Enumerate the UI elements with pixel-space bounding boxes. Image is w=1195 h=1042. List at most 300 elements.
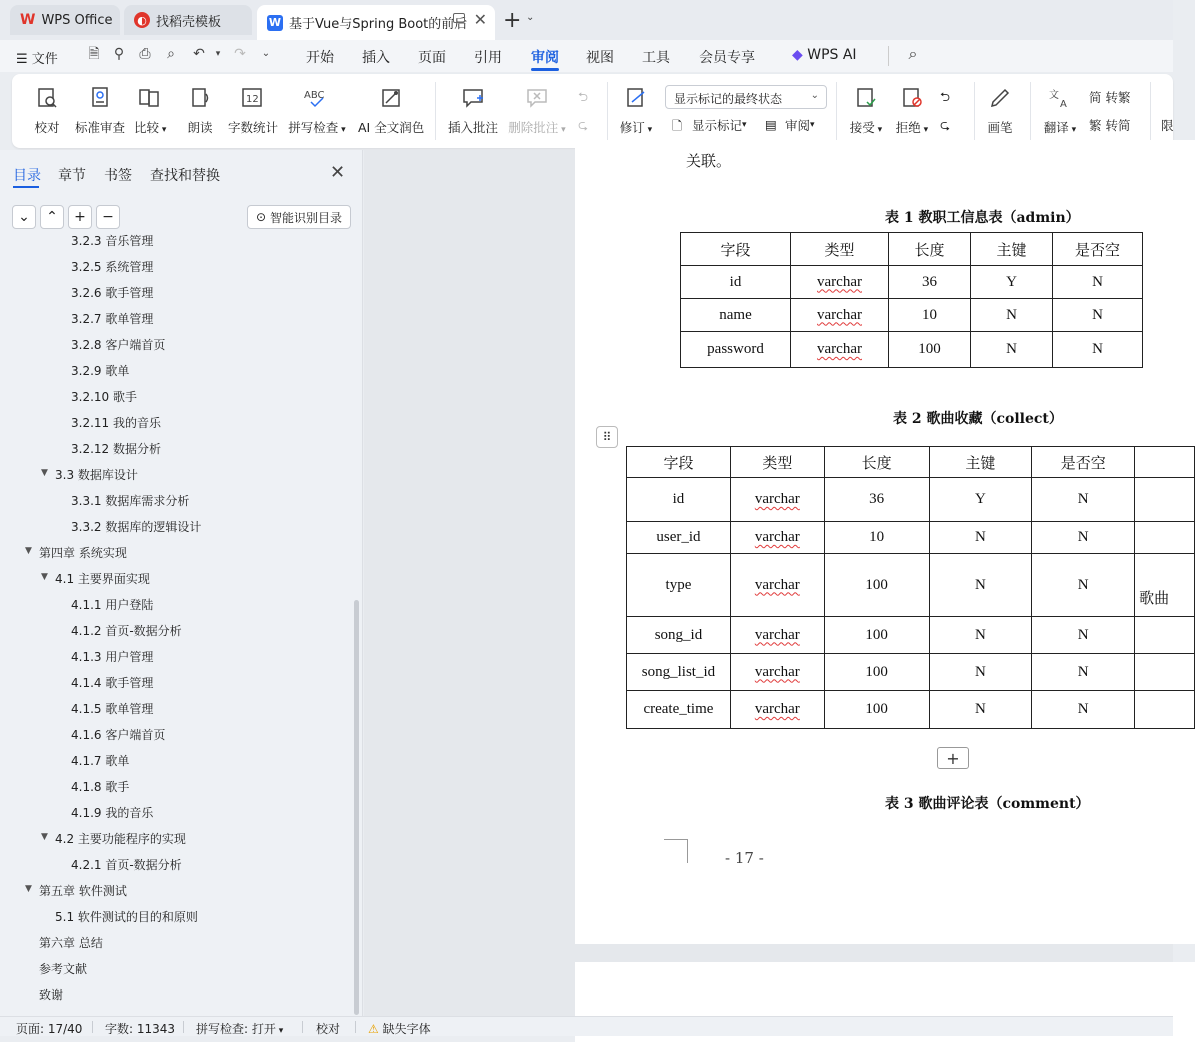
wps-logo-icon: W — [20, 12, 36, 28]
plus-icon: + — [74, 209, 86, 225]
cell-text: N — [1006, 341, 1017, 357]
review-pane-label: 审阅 — [785, 118, 811, 133]
table3-caption: 表 3 歌曲评论表（comment） — [885, 796, 1090, 812]
table-cell[interactable] — [627, 654, 731, 691]
table-row — [681, 266, 1143, 299]
table-cell[interactable] — [1135, 522, 1195, 554]
ai-polish-button[interactable] — [358, 84, 424, 136]
toc-item[interactable]: 3.2.12 数据分析 — [71, 442, 161, 456]
close-icon[interactable]: ✕ — [330, 162, 346, 183]
pen-button[interactable] — [986, 84, 1014, 136]
table-cell[interactable] — [929, 617, 1032, 654]
cell-text: N — [1092, 273, 1103, 290]
table-cell[interactable] — [730, 691, 824, 729]
scrollbar-thumb[interactable] — [354, 600, 359, 1015]
show-markup-label: 显示标记 — [692, 118, 743, 133]
table1-caption: 表 1 教职工信息表（admin） — [885, 210, 1080, 226]
table-cell[interactable] — [1053, 266, 1143, 299]
standard-review-icon — [86, 84, 114, 112]
toc-item[interactable]: 3.2.11 我的音乐 — [71, 416, 161, 430]
table-cell[interactable] — [824, 554, 929, 617]
tab-toc[interactable]: 目录 — [13, 168, 41, 184]
table-cell[interactable] — [730, 654, 824, 691]
menu-page[interactable]: 页面 — [418, 50, 446, 66]
tab-wps-office[interactable] — [10, 5, 120, 35]
toc-item[interactable]: 3.2.3 音乐管理 — [71, 234, 154, 248]
to-traditional-button[interactable]: 简 转繁 — [1089, 90, 1131, 105]
revise-label: 修订 — [619, 120, 645, 135]
table-cell[interactable] — [1032, 522, 1135, 554]
cell-text: varchar — [754, 491, 800, 507]
compare-icon — [135, 84, 163, 112]
spell-check-status[interactable] — [196, 1020, 283, 1037]
table-admin[interactable] — [680, 232, 1143, 368]
status-bar — [0, 1016, 1173, 1036]
table-row — [627, 617, 1195, 654]
tab-chapters[interactable]: 章节 — [58, 168, 86, 184]
header-cell[interactable]: 是否空 — [1053, 233, 1143, 266]
remove-heading-button[interactable] — [96, 205, 120, 229]
translate-label: 翻译 — [1043, 120, 1069, 135]
compare-label: 比较 — [134, 120, 160, 135]
table-cell[interactable] — [971, 266, 1053, 299]
table-cell[interactable] — [824, 691, 929, 729]
screen-icon[interactable] — [453, 13, 465, 23]
undo-icon[interactable]: ↶ — [193, 46, 205, 62]
table-cell[interactable] — [730, 478, 824, 522]
next-change-icon[interactable]: ⮎ — [940, 117, 951, 132]
cell-text: 10 — [922, 306, 937, 323]
cell-text: N — [975, 701, 986, 717]
chevron-down-icon: ⌄ — [810, 90, 819, 101]
table-cell[interactable] — [1032, 554, 1135, 617]
toc-item[interactable]: 3.3.1 数据库需求分析 — [71, 494, 190, 508]
table-cell[interactable] — [929, 654, 1032, 691]
table-cell[interactable] — [627, 691, 731, 729]
ribbon-divider — [974, 82, 975, 140]
cell-text: N — [975, 626, 986, 643]
table-cell[interactable] — [1053, 332, 1143, 368]
cell-text: 100 — [865, 626, 888, 643]
table-cell[interactable] — [1135, 617, 1195, 654]
active-tab-indicator — [531, 68, 559, 71]
header-cell[interactable]: 类型 — [730, 447, 824, 478]
toc-item[interactable]: 第五章 软件测试 — [39, 884, 127, 898]
markup-state-select[interactable] — [665, 85, 827, 109]
chevron-down-icon: ▾ — [874, 125, 883, 135]
plus-icon: + — [946, 748, 960, 768]
crop-mark — [664, 839, 688, 863]
search-icon[interactable]: ⌕ — [908, 44, 918, 63]
translate-icon — [1046, 84, 1074, 112]
collapse-caret-icon[interactable]: ▼ — [25, 546, 32, 556]
redo-icon[interactable]: ↷ — [234, 46, 246, 62]
cell-text: N — [1077, 663, 1089, 680]
cell-text: N — [1092, 306, 1103, 323]
toc-item[interactable]: 4.1.8 歌手 — [71, 780, 130, 794]
toc-item[interactable]: 4.1.2 首页-数据分析 — [71, 624, 182, 638]
spell-check-button[interactable] — [288, 84, 346, 136]
cell-text: name — [719, 306, 752, 323]
delete-comment-button[interactable] — [508, 84, 566, 136]
chevron-down-icon: ▾ — [644, 125, 653, 135]
cell-text: N — [1077, 626, 1089, 643]
toc-item[interactable]: 3.2.6 歌手管理 — [71, 286, 154, 300]
table-move-handle-icon[interactable]: ⠿ — [596, 426, 618, 448]
accept-icon — [852, 84, 880, 112]
close-icon[interactable]: ✕ — [473, 10, 487, 29]
toc-item[interactable]: 3.2.8 客户端首页 — [71, 338, 166, 352]
table-cell[interactable] — [627, 554, 731, 617]
toc-item[interactable]: 4.1.6 客户端首页 — [71, 728, 166, 742]
cell-text: 100 — [865, 701, 888, 717]
svg-text:12: 12 — [246, 94, 259, 105]
menu-membership[interactable]: 会员专享 — [699, 50, 755, 66]
pen-label: 画笔 — [987, 120, 1013, 135]
cell-text: N — [1077, 576, 1089, 593]
add-row-button[interactable] — [937, 747, 969, 769]
toc-item[interactable]: 3.2.10 歌手 — [71, 390, 137, 404]
table-cell[interactable] — [889, 332, 971, 368]
menu-review[interactable]: 审阅 — [531, 50, 559, 66]
translate-button[interactable] — [1042, 84, 1078, 136]
table-cell[interactable] — [824, 617, 929, 654]
restrict-editing-button[interactable]: 限 — [1161, 118, 1174, 133]
ribbon-divider — [1030, 82, 1031, 140]
chevron-down-icon: ▾ — [810, 120, 815, 130]
tab-label: 基于Vue与Spring Boot的前后 — [289, 17, 468, 32]
cell-text: N — [975, 576, 986, 593]
cell-text: 100 — [865, 663, 888, 680]
missing-font-status[interactable] — [368, 1020, 431, 1037]
page-number: - 17 - — [725, 849, 764, 867]
file-menu-label: 文件 — [31, 52, 58, 67]
header-cell[interactable]: 类型 — [791, 233, 889, 266]
cell-text: create_time — [643, 701, 714, 717]
menu-tools[interactable]: 工具 — [642, 50, 670, 66]
cell-text: varchar — [754, 529, 800, 545]
table-row — [627, 522, 1195, 554]
tab-docer-templates[interactable] — [124, 5, 252, 35]
reject-label: 拒绝 — [895, 120, 921, 135]
accept-button[interactable] — [848, 84, 884, 136]
word-count-button[interactable] — [228, 84, 279, 136]
menu-view[interactable]: 视图 — [586, 50, 614, 66]
table-cell[interactable] — [681, 266, 791, 299]
toc-item[interactable]: 3.3.2 数据库的逻辑设计 — [71, 520, 202, 534]
table-cell[interactable] — [627, 522, 731, 554]
table-cell[interactable] — [929, 522, 1032, 554]
cell-text: N — [1006, 306, 1017, 323]
cell-text: varchar — [817, 341, 862, 357]
proofread-icon — [33, 84, 61, 112]
ai-polish-icon — [377, 84, 405, 112]
chevron-down-icon: ⌄ — [18, 209, 30, 225]
toc-item[interactable]: 4.1.4 歌手管理 — [71, 676, 154, 690]
status-divider — [302, 1021, 303, 1033]
menu-wps-ai[interactable] — [792, 47, 857, 63]
table-cell[interactable] — [1135, 478, 1195, 522]
table-cell[interactable] — [929, 554, 1032, 617]
new-tab-plus-icon[interactable]: + — [503, 8, 522, 33]
header-cell[interactable]: 字段 — [681, 233, 791, 266]
table-cell[interactable] — [824, 522, 929, 554]
word-count-label: 字数统计 — [228, 120, 279, 135]
expand-all-button[interactable] — [12, 205, 36, 229]
chevron-down-icon: ▾ — [159, 125, 167, 135]
table-row — [681, 299, 1143, 332]
table-cell[interactable] — [730, 554, 824, 617]
document-page — [575, 140, 1195, 944]
cell-text: Y — [1006, 273, 1017, 290]
wps-ai-label: WPS AI — [807, 47, 857, 63]
toc-item[interactable]: 4.1.5 歌单管理 — [71, 702, 154, 716]
cell-text: varchar — [754, 701, 800, 717]
review-pane-icon: ▤ — [765, 117, 777, 132]
missing-font-label: 缺失字体 — [382, 1022, 431, 1036]
table-cell[interactable] — [1135, 554, 1195, 617]
table-cell[interactable] — [1032, 654, 1135, 691]
table-cell[interactable] — [889, 299, 971, 332]
cell-text: type — [665, 576, 692, 593]
toc-list — [0, 234, 352, 1016]
page-indicator[interactable]: 页面: 17/40 — [16, 1022, 83, 1036]
reject-button[interactable] — [894, 84, 930, 136]
add-heading-button[interactable] — [68, 205, 92, 229]
table-row — [681, 332, 1143, 368]
menu-home[interactable]: 开始 — [306, 50, 334, 66]
table-cell[interactable] — [971, 299, 1053, 332]
toc-item[interactable]: 5.1 软件测试的目的和原则 — [55, 910, 198, 924]
print-icon[interactable]: ⎙ — [139, 46, 151, 62]
show-markup-button[interactable] — [672, 116, 747, 134]
chevron-down-icon: ▾ — [920, 125, 929, 135]
toc-item[interactable]: 参考文献 — [39, 962, 88, 976]
status-divider — [355, 1021, 356, 1033]
toc-item[interactable]: 4.1.7 歌单 — [71, 754, 130, 768]
table-cell[interactable] — [1032, 691, 1135, 729]
toc-item[interactable]: 4.2 主要功能程序的实现 — [55, 832, 186, 846]
collapse-caret-icon[interactable]: ▼ — [25, 884, 32, 894]
cell-text: N — [1077, 529, 1089, 545]
svg-text:文: 文 — [1049, 90, 1059, 101]
cell-text: id — [729, 273, 742, 290]
smart-toc-label: 智能识别目录 — [270, 210, 343, 225]
spell-check-icon — [303, 84, 331, 112]
collapse-caret-icon[interactable]: ▼ — [41, 468, 48, 478]
tab-current-document[interactable] — [257, 5, 495, 40]
svg-text:ABC: ABC — [304, 90, 325, 101]
pen-icon — [986, 84, 1014, 112]
cell-text: varchar — [817, 306, 862, 323]
toc-item[interactable]: 第四章 系统实现 — [39, 546, 127, 560]
header-cell[interactable]: 主键 — [971, 233, 1053, 266]
ribbon-divider — [607, 82, 608, 140]
table-row — [627, 554, 1195, 617]
table-cell[interactable] — [1032, 617, 1135, 654]
toc-item[interactable]: 4.1.9 我的音乐 — [71, 806, 154, 820]
table-cell[interactable] — [889, 266, 971, 299]
cell-text: user_id — [656, 529, 701, 545]
chevron-down-icon: ▾ — [558, 125, 566, 135]
table-cell[interactable] — [1135, 654, 1195, 691]
table-cell[interactable] — [730, 617, 824, 654]
spell-check-label: 拼写检查 — [288, 120, 339, 135]
toc-item[interactable]: 4.2.1 首页-数据分析 — [71, 858, 182, 872]
tab-label: 找稻壳模板 — [156, 14, 222, 30]
more-chevron-icon[interactable]: ⌄ — [261, 48, 271, 59]
collapse-caret-icon[interactable]: ▼ — [41, 572, 48, 582]
cell-text: varchar — [754, 576, 800, 593]
cell-text: 36 — [869, 491, 885, 507]
insert-comment-icon — [459, 84, 487, 112]
ribbon-divider — [836, 82, 837, 140]
toc-item[interactable]: 4.1.3 用户管理 — [71, 650, 154, 664]
reject-icon — [898, 84, 926, 112]
chevron-up-icon: ⌃ — [46, 209, 58, 225]
table-cell[interactable] — [681, 332, 791, 368]
cell-text: 歌曲 — [1139, 591, 1170, 607]
menu-references[interactable]: 引用 — [474, 50, 502, 66]
header-cell[interactable]: 是否空 — [1032, 447, 1135, 478]
word-count-indicator[interactable]: 字数: 11343 — [105, 1022, 176, 1036]
collapse-all-button[interactable] — [40, 205, 64, 229]
table-cell[interactable] — [681, 299, 791, 332]
cell-text: N — [975, 663, 986, 680]
table-cell[interactable] — [971, 332, 1053, 368]
active-tab-indicator — [13, 186, 39, 188]
toc-item[interactable]: 4.1 主要界面实现 — [55, 572, 150, 586]
svg-text:A: A — [1060, 99, 1067, 110]
table-row — [627, 478, 1195, 522]
warning-icon: ⚠ — [368, 1022, 379, 1036]
table-cell[interactable] — [1135, 691, 1195, 729]
cell-text: 100 — [918, 341, 941, 357]
proofread-status[interactable]: 校对 — [316, 1022, 341, 1036]
compare-button[interactable] — [134, 84, 167, 136]
collapse-caret-icon[interactable]: ▼ — [41, 832, 48, 842]
table-cell[interactable] — [627, 478, 731, 522]
title-bar — [0, 0, 1173, 40]
standard-review-button[interactable] — [74, 84, 126, 136]
previous-comment-icon[interactable]: ⮌ — [578, 89, 589, 104]
toc-item[interactable]: 3.2.5 系统管理 — [71, 260, 154, 274]
table-header-row — [681, 233, 1143, 266]
delete-comment-icon — [523, 84, 551, 112]
review-pane-button[interactable] — [765, 116, 815, 134]
tab-find-replace[interactable]: 查找和替换 — [150, 168, 220, 184]
insert-comment-label: 插入批注 — [448, 120, 499, 135]
toc-item[interactable]: 4.1.1 用户登陆 — [71, 598, 154, 612]
table-cell[interactable] — [730, 522, 824, 554]
wps-ai-icon: ◆ — [792, 47, 803, 63]
tab-label: WPS Office — [41, 12, 113, 28]
table-cell[interactable] — [791, 266, 889, 299]
toc-item[interactable]: 致谢 — [39, 988, 64, 1002]
header-cell[interactable]: 长度 — [889, 233, 971, 266]
chevron-down-icon: ▾ — [338, 125, 346, 135]
insert-comment-button[interactable] — [448, 84, 498, 136]
header-cell[interactable] — [1135, 447, 1195, 478]
ai-polish-label: AI 全文润色 — [358, 120, 425, 135]
minus-icon: − — [102, 209, 114, 225]
previous-change-icon[interactable]: ⮌ — [940, 89, 951, 104]
chevron-down-icon: ▾ — [742, 120, 747, 130]
review-ribbon — [12, 74, 1173, 148]
header-cell[interactable]: 主键 — [929, 447, 1032, 478]
cell-text: Y — [975, 491, 986, 507]
read-aloud-button[interactable] — [186, 84, 214, 136]
table-cell[interactable] — [791, 332, 889, 368]
header-cell[interactable]: 字段 — [627, 447, 731, 478]
table2-caption: 表 2 歌曲收藏（collect） — [893, 411, 1063, 427]
revise-button[interactable] — [618, 84, 654, 136]
to-simplified-button[interactable]: 繁 转简 — [1089, 118, 1131, 133]
next-comment-icon[interactable]: ⮎ — [578, 117, 589, 132]
toc-item[interactable]: 3.3 数据库设计 — [55, 468, 138, 482]
table-collect[interactable] — [626, 446, 1195, 729]
cell-text: N — [1077, 491, 1089, 507]
table-cell[interactable] — [791, 299, 889, 332]
toc-item[interactable]: 3.2.7 歌单管理 — [71, 312, 154, 326]
ribbon-divider — [1150, 82, 1151, 140]
file-menu[interactable]: ☰ 文件 — [16, 52, 58, 67]
standard-review-label: 标准审查 — [74, 120, 125, 135]
link-icon[interactable]: ⚲ — [113, 46, 125, 62]
table-cell[interactable] — [824, 654, 929, 691]
table-cell[interactable] — [1053, 299, 1143, 332]
tab-bookmarks[interactable]: 书签 — [104, 168, 132, 184]
ribbon-divider — [435, 82, 436, 140]
chevron-down-icon[interactable]: ▾ — [215, 49, 221, 59]
table-cell[interactable] — [929, 478, 1032, 522]
status-divider — [183, 1021, 184, 1033]
cell-text: password — [707, 341, 764, 357]
cell-text: id — [672, 491, 685, 507]
proofread-label: 校对 — [34, 120, 60, 135]
print-preview-icon[interactable]: ⌕ — [167, 46, 175, 62]
chevron-down-icon[interactable]: ⌄ — [526, 12, 535, 23]
table-row — [627, 654, 1195, 691]
status-divider — [92, 1021, 93, 1033]
read-aloud-icon — [186, 84, 214, 112]
toc-item[interactable]: 3.2.9 歌单 — [71, 364, 130, 378]
table-cell[interactable] — [1032, 478, 1135, 522]
header-cell[interactable]: 长度 — [824, 447, 929, 478]
smart-toc-icon: ⊙ — [255, 210, 267, 224]
cell-text: N — [1077, 701, 1089, 717]
table-cell[interactable] — [824, 478, 929, 522]
table-row — [627, 691, 1195, 729]
table-cell[interactable] — [929, 691, 1032, 729]
cell-text: varchar — [817, 273, 862, 290]
word-count-icon — [238, 84, 266, 112]
delete-comment-label: 删除批注 — [508, 120, 559, 135]
table-cell[interactable] — [627, 617, 731, 654]
document-canvas — [364, 150, 1173, 1016]
table-header-row — [627, 447, 1195, 478]
cell-text: varchar — [754, 663, 800, 680]
menu-divider — [888, 46, 889, 66]
chevron-down-icon: ▾ — [1068, 125, 1077, 135]
menu-insert[interactable]: 插入 — [362, 50, 390, 66]
proofread-button[interactable] — [32, 84, 62, 136]
read-aloud-label: 朗读 — [187, 120, 213, 135]
smart-toc-button[interactable] — [247, 205, 351, 229]
spell-check-status-label: 拼写检查: 打开 — [196, 1022, 276, 1036]
toc-item[interactable]: 第六章 总结 — [39, 936, 103, 950]
save-icon[interactable]: 🗎 — [88, 46, 100, 62]
